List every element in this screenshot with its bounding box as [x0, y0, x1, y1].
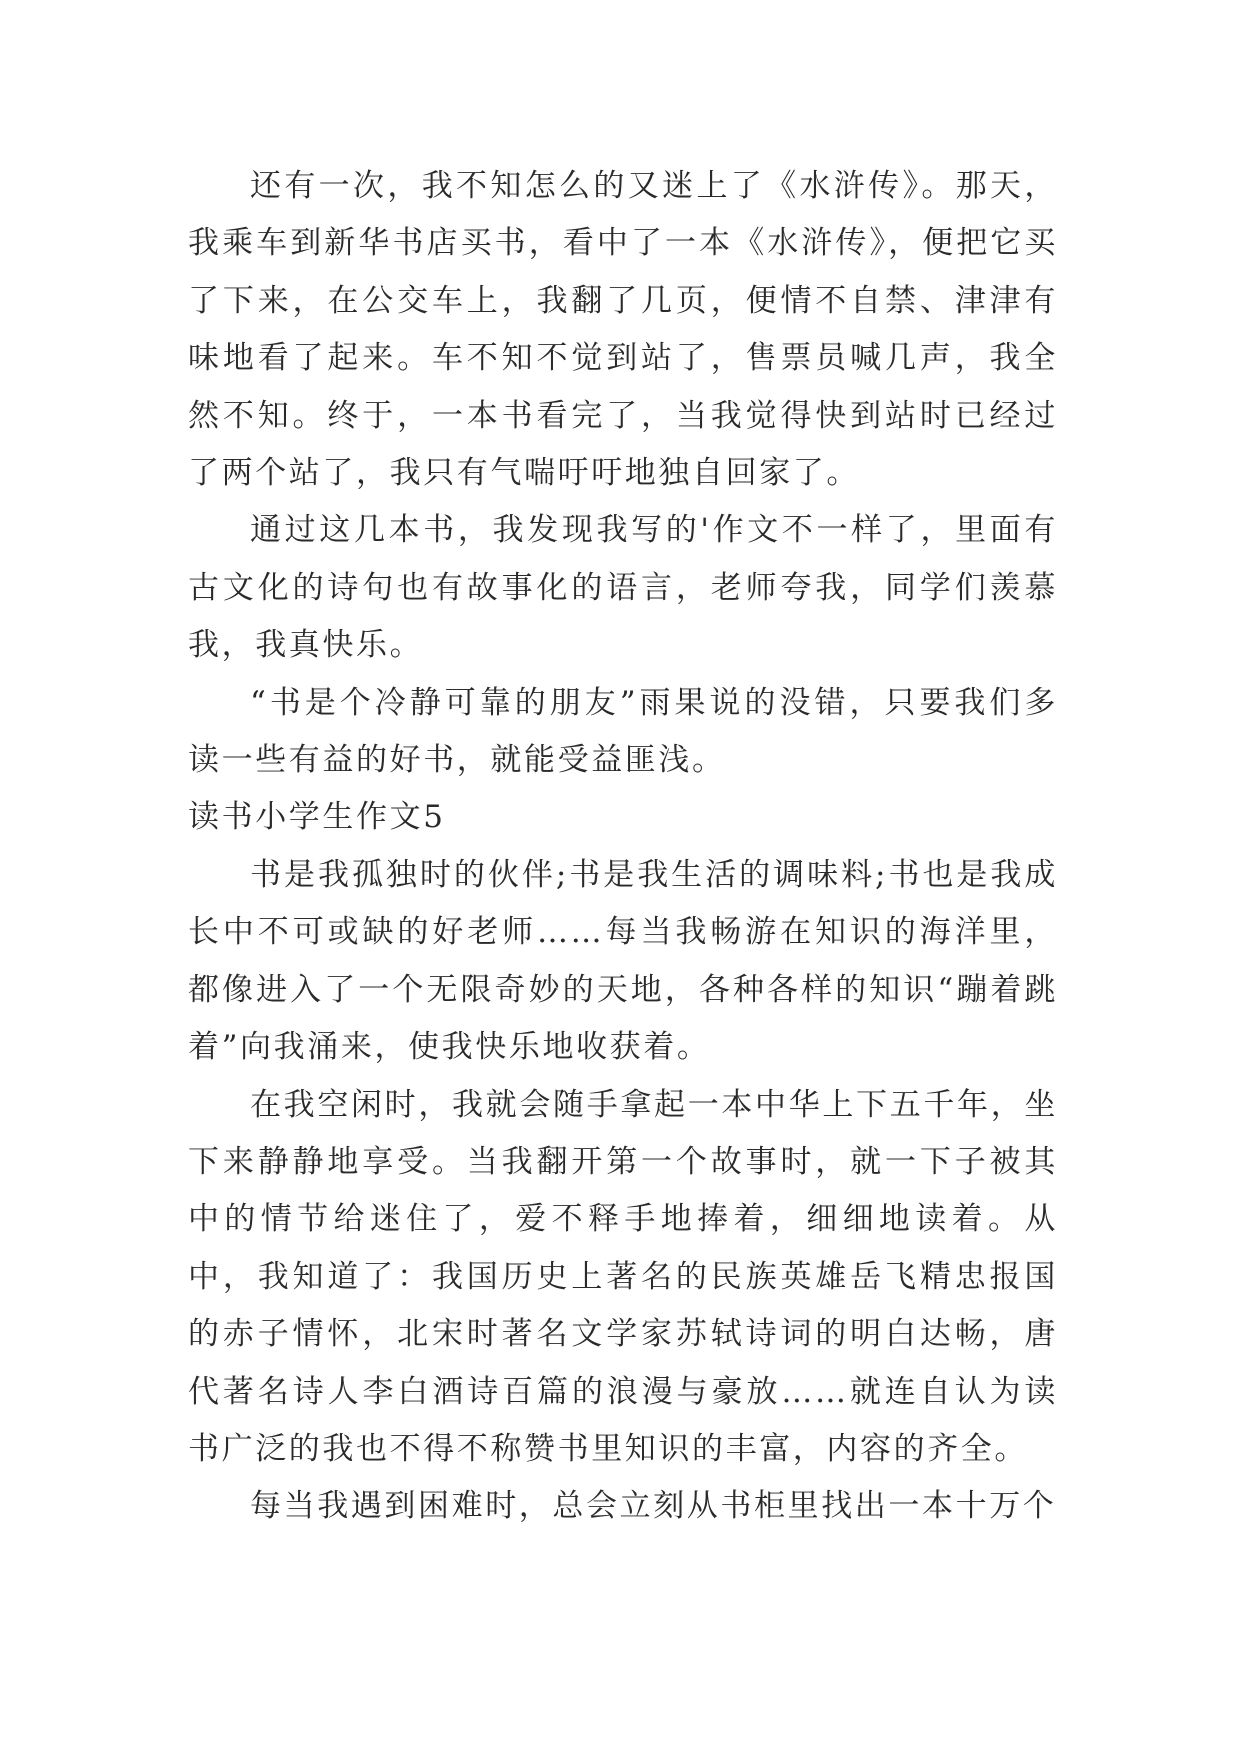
document-body — [188, 158, 1058, 1536]
paragraph-2: 通过这几本书，我发现我写的'作文不一样了，里面有古文化的诗句也有故事化的语言，老师夸我，同学们羡慕我，我真快乐。 — [188, 512, 1058, 664]
paragraph-4: 书是我孤独时的伙伴;书是我生活的调味料;书也是我成长中不可或缺的好老师……每当我畅游在知识的海洋里，都像进入了一个无限奇妙的天地，各种各样的知识“蹦着跳着”向我涌来，使我快乐地收获着。 — [188, 856, 1058, 1066]
paragraph-3: “书是个冷静可靠的朋友”雨果说的没错，只要我们多读一些有益的好书，就能受益匪浅。 — [188, 684, 1058, 779]
paragraph-6: 每当我遇到困难时，总会立刻从书柜里找出一本十万个 — [250, 1488, 1057, 1525]
paragraph-5: 在我空闲时，我就会随手拿起一本中华上下五千年，坐下来静静地享受。当我翻开第一个故事时，就一下子被其中的情节给迷住了，爱不释手地捧着，细细地读着。从中，我知道了：我国历史上著名的民族英雄岳飞精忠报国的赤子情怀，北宋时著名文学家苏轼诗词的明白达畅，唐代著名诗人李白酒诗百篇的浪漫与豪放……就连自认为读书广泛的我也不得不称赞书里知识的丰富，内容的齐全。 — [188, 1086, 1058, 1467]
section-heading: 读书小学生作文5 — [188, 799, 446, 836]
paragraph-1: 还有一次，我不知怎么的又迷上了《水浒传》。那天，我乘车到新华书店买书，看中了一本《水浒传》，便把它买了下来，在公交车上，我翻了几页，便情不自禁、津津有味地看了起来。车不知不觉到站了，售票员喊几声，我全然不知。终于，一本书看完了，当我觉得快到站时已经过了两个站了，我只有气喘吁吁地独自回家了。 — [188, 168, 1058, 492]
